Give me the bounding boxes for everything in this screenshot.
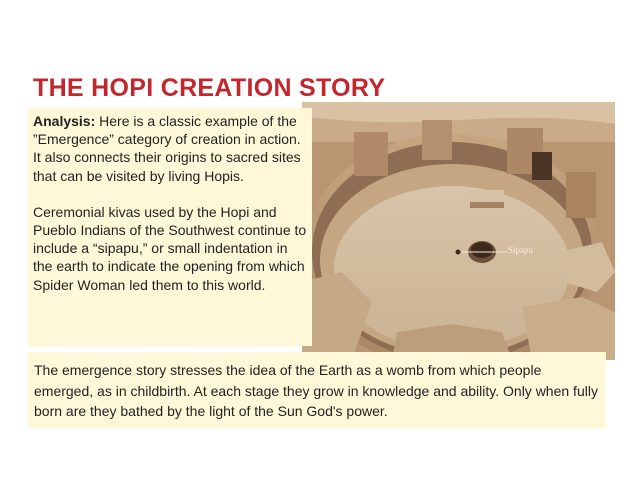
analysis-callout: [28, 108, 312, 346]
sipapu-label: Sipapu: [508, 245, 534, 255]
analysis-text: Here is a classic example of the ”Emergence” category of creation in action. It also connects their origins to sacred sites that can be visited by living Hopis.: [33, 113, 301, 184]
kiva-photo: [302, 102, 615, 360]
analysis-paragraph: [33, 112, 308, 185]
emergence-text: The emergence story stresses the idea of the Earth as a womb from which people emerged, as in childbirth. At each stage they grow in knowledge and ability. Only when fully born are they bathed by the light of the Sun God's power.: [34, 362, 598, 419]
slide-side-accent: [620, 0, 638, 479]
emergence-callout: [28, 352, 606, 428]
kivas-paragraph: Ceremonial kivas used by the Hopi and Pueblo Indians of the Southwest continue to include a “sipapu,” or small indentation in the earth to indicate the opening from which Spider Woman led them to this world.: [33, 203, 307, 293]
analysis-label: Analysis:: [33, 113, 96, 129]
slide-title: THE HOPI CREATION STORY: [33, 74, 386, 102]
